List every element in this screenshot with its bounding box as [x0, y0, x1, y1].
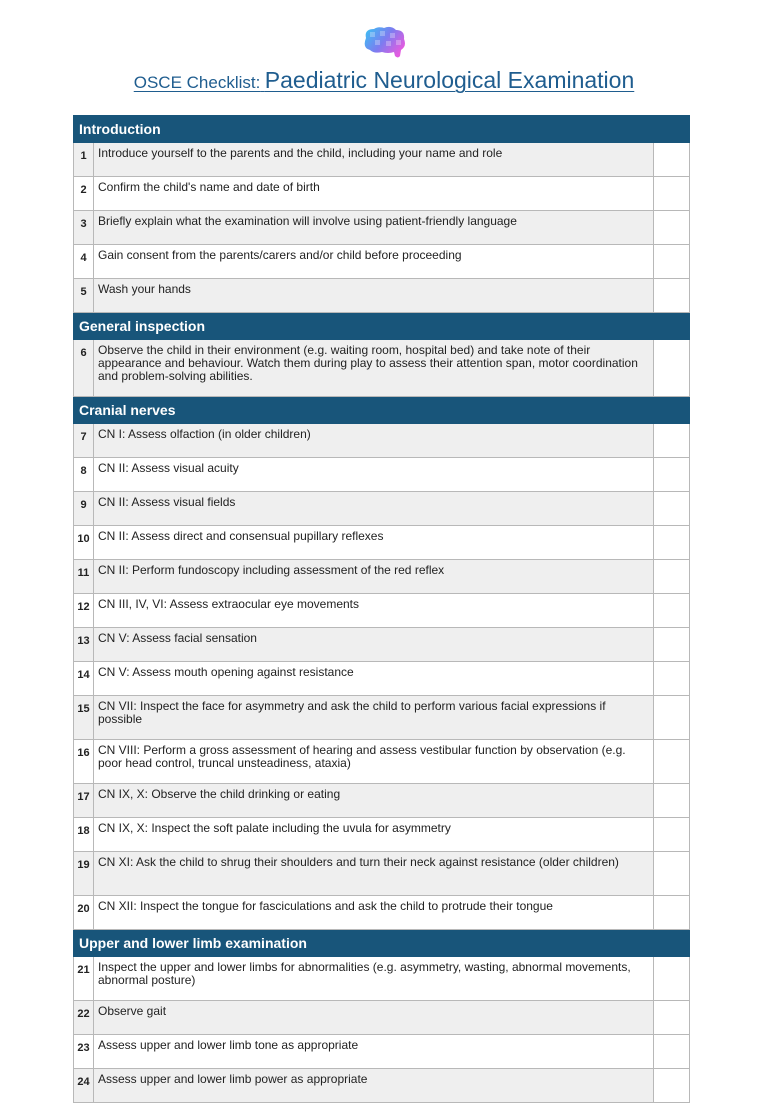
checklist-row	[74, 1001, 690, 1035]
item-checkbox[interactable]	[654, 628, 690, 662]
section-title: Upper and lower limb examination	[74, 930, 690, 957]
section-title: Introduction	[74, 116, 690, 143]
item-number: 3	[74, 211, 94, 245]
item-checkbox[interactable]	[654, 1069, 690, 1103]
item-checkbox[interactable]	[654, 1035, 690, 1069]
item-checkbox[interactable]	[654, 492, 690, 526]
item-number: 9	[74, 492, 94, 526]
checklist-row	[74, 818, 690, 852]
item-text: CN VIII: Perform a gross assessment of hearing and assess vestibular function by observation (e.g. poor head control, truncal unsteadiness, ataxia)	[94, 740, 654, 784]
checklist-table	[73, 115, 690, 1103]
checklist-row	[74, 279, 690, 313]
item-checkbox[interactable]	[654, 818, 690, 852]
item-text: Confirm the child's name and date of birth	[94, 177, 654, 211]
checklist-row	[74, 424, 690, 458]
item-text: Gain consent from the parents/carers and/or child before proceeding	[94, 245, 654, 279]
item-number: 1	[74, 143, 94, 177]
item-text: CN II: Assess direct and consensual pupillary reflexes	[94, 526, 654, 560]
item-number: 13	[74, 628, 94, 662]
item-number: 19	[74, 852, 94, 896]
section-title: Cranial nerves	[74, 397, 690, 424]
item-checkbox[interactable]	[654, 424, 690, 458]
item-number: 7	[74, 424, 94, 458]
item-checkbox[interactable]	[654, 245, 690, 279]
item-checkbox[interactable]	[654, 696, 690, 740]
item-text: CN II: Assess visual fields	[94, 492, 654, 526]
item-text: CN XI: Ask the child to shrug their shoulders and turn their neck against resistance (older children)	[94, 852, 654, 896]
item-number: 22	[74, 1001, 94, 1035]
checklist-row	[74, 740, 690, 784]
section-header-general-inspection	[74, 313, 690, 340]
section-header-cranial-nerves	[74, 397, 690, 424]
item-number: 24	[74, 1069, 94, 1103]
item-number: 12	[74, 594, 94, 628]
checklist-row	[74, 177, 690, 211]
item-checkbox[interactable]	[654, 526, 690, 560]
item-text: CN V: Assess facial sensation	[94, 628, 654, 662]
checklist-row	[74, 594, 690, 628]
item-text: Observe gait	[94, 1001, 654, 1035]
checklist-row	[74, 143, 690, 177]
checklist-row	[74, 628, 690, 662]
item-checkbox[interactable]	[654, 662, 690, 696]
item-number: 11	[74, 560, 94, 594]
item-checkbox[interactable]	[654, 458, 690, 492]
item-text: Introduce yourself to the parents and the child, including your name and role	[94, 143, 654, 177]
item-text: CN XII: Inspect the tongue for fasciculations and ask the child to protrude their tongue	[94, 896, 654, 930]
checklist-row	[74, 852, 690, 896]
item-checkbox[interactable]	[654, 560, 690, 594]
item-text: CN II: Assess visual acuity	[94, 458, 654, 492]
item-text: Wash your hands	[94, 279, 654, 313]
item-checkbox[interactable]	[654, 852, 690, 896]
checklist-row	[74, 696, 690, 740]
section-title: General inspection	[74, 313, 690, 340]
item-text: CN I: Assess olfaction (in older children)	[94, 424, 654, 458]
checklist-row	[74, 560, 690, 594]
item-checkbox[interactable]	[654, 177, 690, 211]
checklist-row	[74, 245, 690, 279]
item-checkbox[interactable]	[654, 143, 690, 177]
title-main: Paediatric Neurological Examination	[264, 67, 635, 93]
item-number: 6	[74, 340, 94, 397]
item-number: 8	[74, 458, 94, 492]
title-link[interactable]	[134, 67, 635, 94]
item-text: Inspect the upper and lower limbs for abnormalities (e.g. asymmetry, wasting, abnormal movements, abnormal posture)	[94, 957, 654, 1001]
item-number: 5	[74, 279, 94, 313]
item-text: CN IX, X: Observe the child drinking or eating	[94, 784, 654, 818]
item-checkbox[interactable]	[654, 1001, 690, 1035]
item-number: 4	[74, 245, 94, 279]
item-number: 23	[74, 1035, 94, 1069]
item-text: Observe the child in their environment (e.g. waiting room, hospital bed) and take note of their appearance and behaviour. Watch them during play to assess their attention span, motor coordination and problem-solving abilities.	[94, 340, 654, 397]
item-text: CN IX, X: Inspect the soft palate including the uvula for asymmetry	[94, 818, 654, 852]
item-checkbox[interactable]	[654, 211, 690, 245]
item-text: Briefly explain what the examination will involve using patient-friendly language	[94, 211, 654, 245]
item-text: Assess upper and lower limb tone as appropriate	[94, 1035, 654, 1069]
item-number: 14	[74, 662, 94, 696]
item-text: Assess upper and lower limb power as appropriate	[94, 1069, 654, 1103]
title-prefix: OSCE Checklist:	[133, 73, 261, 92]
checklist-row	[74, 492, 690, 526]
item-number: 17	[74, 784, 94, 818]
item-text: CN V: Assess mouth opening against resistance	[94, 662, 654, 696]
checklist-row	[74, 211, 690, 245]
checklist-row	[74, 458, 690, 492]
checklist-row	[74, 957, 690, 1001]
checklist-row	[74, 896, 690, 930]
item-checkbox[interactable]	[654, 340, 690, 397]
section-header-limb-examination	[74, 930, 690, 957]
item-checkbox[interactable]	[654, 740, 690, 784]
item-checkbox[interactable]	[654, 279, 690, 313]
brain-logo-icon	[360, 26, 408, 64]
section-header-introduction	[74, 116, 690, 143]
item-number: 15	[74, 696, 94, 740]
page-title	[0, 67, 768, 94]
item-text: CN VII: Inspect the face for asymmetry and ask the child to perform various facial expressions if possible	[94, 696, 654, 740]
checklist-row	[74, 1069, 690, 1103]
item-number: 20	[74, 896, 94, 930]
item-number: 18	[74, 818, 94, 852]
item-text: CN III, IV, VI: Assess extraocular eye movements	[94, 594, 654, 628]
checklist-row	[74, 340, 690, 397]
item-checkbox[interactable]	[654, 896, 690, 930]
item-number: 10	[74, 526, 94, 560]
checklist-row	[74, 526, 690, 560]
item-number: 16	[74, 740, 94, 784]
item-number: 21	[74, 957, 94, 1001]
item-checkbox[interactable]	[654, 957, 690, 1001]
item-checkbox[interactable]	[654, 594, 690, 628]
checklist-row	[74, 784, 690, 818]
item-text: CN II: Perform fundoscopy including assessment of the red reflex	[94, 560, 654, 594]
item-checkbox[interactable]	[654, 784, 690, 818]
checklist-row	[74, 662, 690, 696]
checklist-row	[74, 1035, 690, 1069]
item-number: 2	[74, 177, 94, 211]
